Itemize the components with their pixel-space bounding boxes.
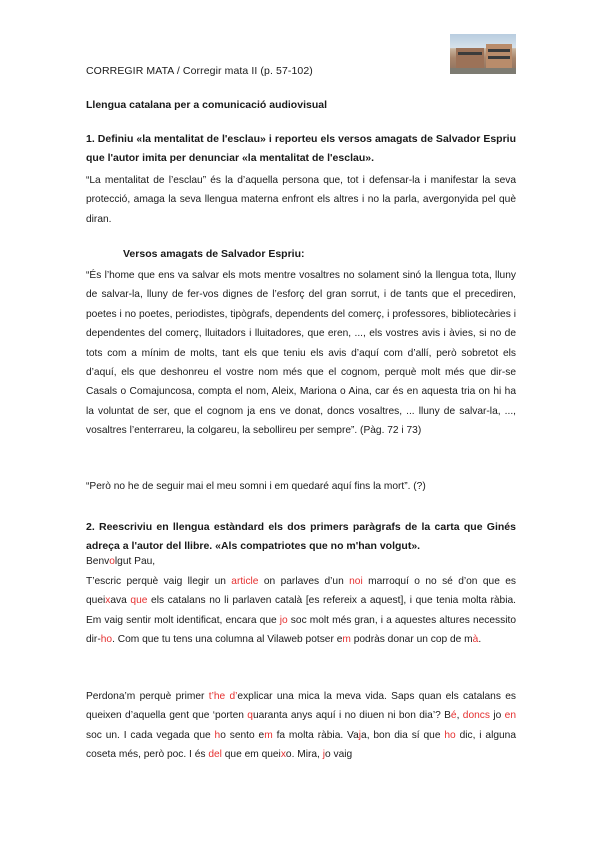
question-1: 1. Definiu «la mentalitat de l'esclau» i reporteu els versos amagats de Salvador Espriu que l'autor imita per denunciar «la mentalitat de l'esclau». xyxy=(86,133,516,164)
letter-paragraph-1: T’escric perquè vaig llegir un article on parlaves d’un noi marroquí o no sé d’on que es queixava que els catalans no li parlaven català [es refereix a aquest], i que tenia molta ràbia. Em vaig sentir molt identificat, encara que jo soc molt més gran, i a aquestes altures necessito dir-ho. Com que tu tens una columna al Vilaweb potser em podràs donar un cop de mà. xyxy=(86,576,517,646)
quote-line: “Però no he de seguir mai el meu somni i em quedaré aquí fins la mort”. (?) xyxy=(86,481,426,492)
letter-paragraph-2: Perdona’m perquè primer t’he d’explicar una mica la meva vida. Saps quan els catalans es queixen d’aquella gent que ‘porten quaranta anys aquí i no diuen ni bon dia’? Bé, doncs jo en soc un. I cada vegada que ho sento em fa molta ràbia. Vaja, bon dia sí que ho dic, i alguna coseta més, però poc. I és del que em queixo. Mira, jo vaig xyxy=(86,691,517,761)
header-photo xyxy=(450,34,516,74)
course-header: CORREGIR MATA / Corregir mata II (p. 57-102) xyxy=(86,65,313,77)
salutation: Benvolgut Pau, xyxy=(86,556,156,567)
document-title: Llengua catalana per a comunicació audiovisual xyxy=(86,99,327,111)
verses-paragraph: “És l’home que ens va salvar els mots mentre vosaltres no solament sinó la llengua tota, lluny de salvar-la, lluny de fer-vos dignes de l’esforç del gran sorrut, i de tants que el precediren, poetes i no poetes, periodistes, tipògrafs, dependents del comerç, i professores, bibliotecàries i dependentes del comerç, lluitadors i lluitadores, que eren, ..., els vostres avis i àvies, si no de tots com a mínim de molts, tant els que teniu els avis d’aquí com d’allí, però sobretot els d’aquí, els que deshonreu el vostre nom més que el cognom, perquè molt més que dir-se Casals o Comajuncosa, compta el nom, Aleix, Mariona o Aina, car és en aquesta tria on hi ha la voluntat de ser, que el cognom ja ens ve donat, doncs vosaltres, ... lluny de salvar-la, ..., vosaltres l’enterrareu, la colgareu, la sebollireu per sempre”. (Pàg. 72 i 73) xyxy=(86,270,516,437)
subheading-verses: Versos amagats de Salvador Espriu: xyxy=(123,248,305,260)
question-2: 2. Reescriviu en llengua estàndard els dos primers paràgrafs de la carta que Ginés adreça a l'autor del llibre. «Als compatriotes que no m'han volgut». xyxy=(86,521,516,552)
answer-1: “La mentalitat de l’esclau” és la d’aquella persona que, tot i defensar-la i manifestar la seva protecció, amaga la seva llengua materna enfront els altres i no la parla, avergonyida pel què diran. xyxy=(86,175,516,225)
